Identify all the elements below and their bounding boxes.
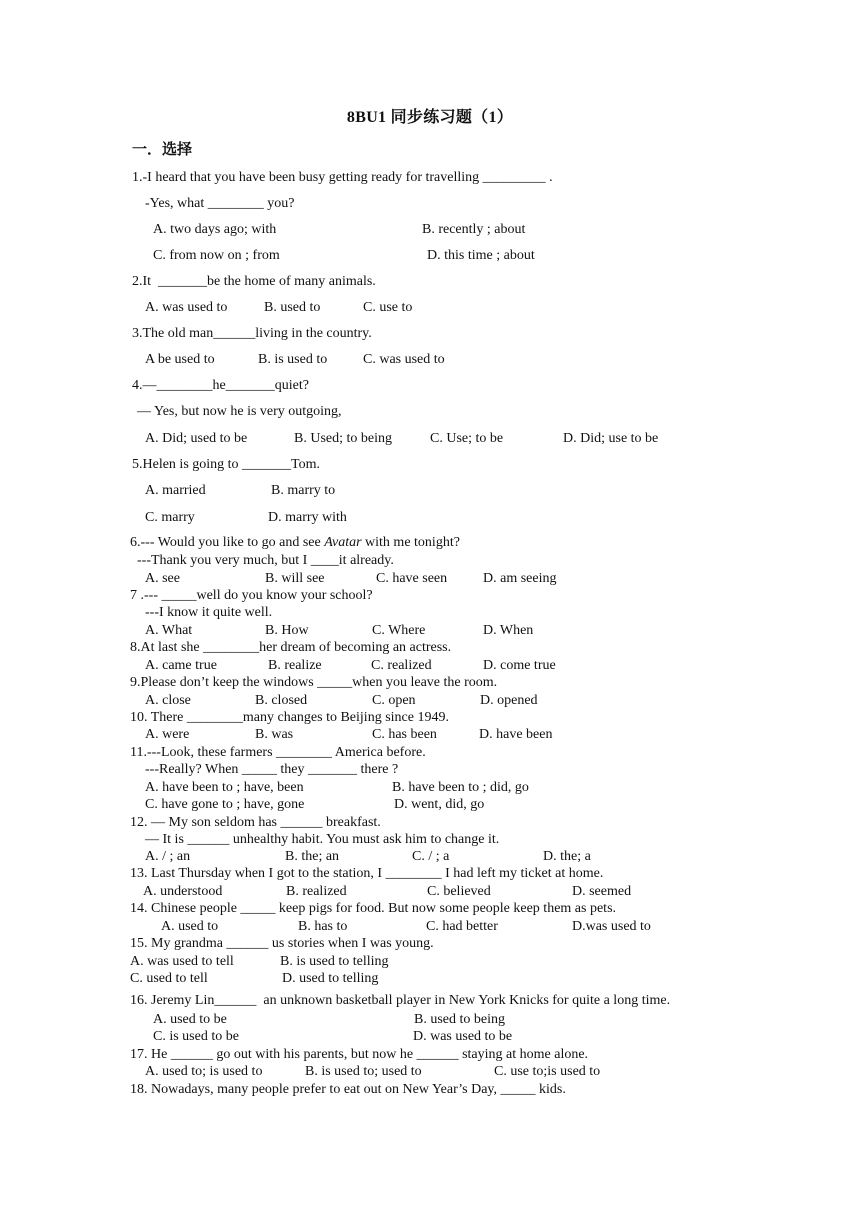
question-11-option-c: C. have gone to ; have, gone: [145, 797, 305, 812]
question-5-option-b: B. marry to: [271, 483, 336, 498]
question-7-option-b: B. How: [265, 623, 309, 638]
question-6-reply: ---Thank you very much, but I ____it already.: [137, 553, 394, 568]
question-1-option-d: D. this time ; about: [427, 248, 535, 263]
question-11-option-a: A. have been to ; have, been: [145, 780, 304, 795]
question-7-option-c: C. Where: [372, 623, 426, 638]
question-7-option-d: D. When: [483, 623, 534, 638]
question-6-option-c: C. have seen: [376, 571, 448, 586]
question-4-reply: — Yes, but now he is very outgoing,: [137, 404, 342, 419]
question-12-option-c: C. / ; a: [412, 849, 450, 864]
question-1-stem: 1.-I heard that you have been busy getting ready for travelling _________ .: [132, 170, 553, 185]
question-2-option-c: C. use to: [363, 300, 413, 315]
question-13-option-c: C. believed: [427, 884, 491, 899]
question-5-option-c: C. marry: [145, 510, 195, 525]
question-6-movie-title: Avatar: [324, 535, 362, 550]
question-17-stem: 17. He ______ go out with his parents, but now he ______ staying at home alone.: [130, 1047, 589, 1062]
question-4-stem: 4.—________he_______quiet?: [132, 378, 309, 393]
question-3-option-a: A be used to: [145, 352, 215, 367]
question-16-option-d: D. was used to be: [413, 1029, 513, 1044]
question-2-option-b: B. used to: [264, 300, 321, 315]
question-1-option-b: B. recently ; about: [422, 222, 526, 237]
question-16-option-b: B. used to being: [414, 1012, 505, 1027]
question-7-reply: ---I know it quite well.: [145, 605, 273, 620]
question-11-option-b: B. have been to ; did, go: [392, 780, 529, 795]
question-7-option-a: A. What: [145, 623, 193, 638]
question-14-option-d: D.was used to: [572, 919, 651, 934]
question-15-option-d: D. used to telling: [282, 971, 379, 986]
question-8-stem: 8.At last she ________her dream of becoming an actress.: [130, 640, 452, 655]
question-12-option-b: B. the; an: [285, 849, 340, 864]
question-17-option-c: C. use to;is used to: [494, 1064, 601, 1079]
question-2-stem: 2.It _______be the home of many animals.: [132, 274, 376, 289]
question-10-option-a: A. were: [145, 727, 190, 742]
question-8-option-b: B. realize: [268, 658, 322, 673]
question-14-stem: 14. Chinese people _____ keep pigs for food. But now some people keep them as pets.: [130, 901, 617, 916]
question-1-option-a: A. two days ago; with: [153, 222, 277, 237]
question-10-option-c: C. has been: [372, 727, 437, 742]
question-14-option-c: C. had better: [426, 919, 498, 934]
question-12-reply: — It is ______ unhealthy habit. You must ask him to change it.: [145, 832, 500, 847]
question-10-option-d: D. have been: [479, 727, 553, 742]
question-6-stem-start: 6.--- Would you like to go and see: [130, 535, 325, 550]
question-4-option-c: C. Use; to be: [430, 431, 504, 446]
question-13-option-b: B. realized: [286, 884, 347, 899]
question-9-option-b: B. closed: [255, 693, 308, 708]
question-5-option-d: D. marry with: [268, 510, 347, 525]
question-8-option-a: A. came true: [145, 658, 217, 673]
section-heading: 一．选择: [132, 142, 193, 158]
question-17-option-a: A. used to; is used to: [145, 1064, 263, 1079]
question-6-option-a: A. see: [145, 571, 180, 586]
question-6-stem: [130, 535, 460, 551]
question-3-option-b: B. is used to: [258, 352, 328, 367]
question-12-option-a: A. / ; an: [145, 849, 191, 864]
question-4-option-a: A. Did; used to be: [145, 431, 248, 446]
question-13-stem: 13. Last Thursday when I got to the station, I ________ I had left my ticket at home.: [130, 866, 604, 881]
question-6-option-b: B. will see: [265, 571, 325, 586]
question-10-option-b: B. was: [255, 727, 294, 742]
question-17-option-b: B. is used to; used to: [305, 1064, 422, 1079]
question-14-option-b: B. has to: [298, 919, 348, 934]
question-8-option-d: D. come true: [483, 658, 556, 673]
question-10-stem: 10. There ________many changes to Beijing since 1949.: [130, 710, 449, 725]
question-11-stem: 11.---Look, these farmers ________ America before.: [130, 745, 426, 760]
question-4-option-b: B. Used; to being: [294, 431, 392, 446]
question-14-option-a: A. used to: [161, 919, 219, 934]
question-15-stem: 15. My grandma ______ us stories when I was young.: [130, 936, 434, 951]
question-8-option-c: C. realized: [371, 658, 432, 673]
question-9-option-a: A. close: [145, 693, 191, 708]
question-1-reply: -Yes, what ________ you?: [145, 196, 295, 211]
question-15-option-b: B. is used to telling: [280, 954, 389, 969]
question-13-option-d: D. seemed: [572, 884, 632, 899]
question-2-option-a: A. was used to: [145, 300, 228, 315]
question-13-option-a: A. understood: [143, 884, 223, 899]
question-4-option-d: D. Did; use to be: [563, 431, 659, 446]
question-16-option-a: A. used to be: [153, 1012, 227, 1027]
page-title: 8BU1 同步练习题（1）: [346, 109, 514, 126]
question-5-stem: 5.Helen is going to _______Tom.: [132, 457, 321, 472]
question-3-option-c: C. was used to: [363, 352, 445, 367]
question-12-option-d: D. the; a: [543, 849, 591, 864]
question-18-stem: 18. Nowadays, many people prefer to eat out on New Year’s Day, _____ kids.: [130, 1082, 566, 1097]
question-6-stem-end: with me tonight?: [361, 535, 460, 550]
question-9-option-d: D. opened: [480, 693, 538, 708]
question-7-stem: 7 .--- _____well do you know your school?: [130, 588, 373, 603]
question-1-option-c: C. from now on ; from: [153, 248, 280, 263]
question-11-option-d: D. went, did, go: [394, 797, 485, 812]
question-6-option-d: D. am seeing: [483, 571, 557, 586]
question-16-stem: 16. Jeremy Lin______ an unknown basketball player in New York Knicks for quite a long time.: [130, 993, 671, 1008]
question-9-option-c: C. open: [372, 693, 416, 708]
question-16-option-c: C. is used to be: [153, 1029, 239, 1044]
question-9-stem: 9.Please don’t keep the windows _____when you leave the room.: [130, 675, 498, 690]
question-5-option-a: A. married: [145, 483, 206, 498]
question-15-option-a: A. was used to tell: [130, 954, 234, 969]
question-3-stem: 3.The old man______living in the country.: [132, 326, 372, 341]
question-11-reply: ---Really? When _____ they _______ there ?: [145, 762, 399, 777]
question-12-stem: 12. — My son seldom has ______ breakfast.: [130, 815, 381, 830]
question-15-option-c: C. used to tell: [130, 971, 208, 986]
